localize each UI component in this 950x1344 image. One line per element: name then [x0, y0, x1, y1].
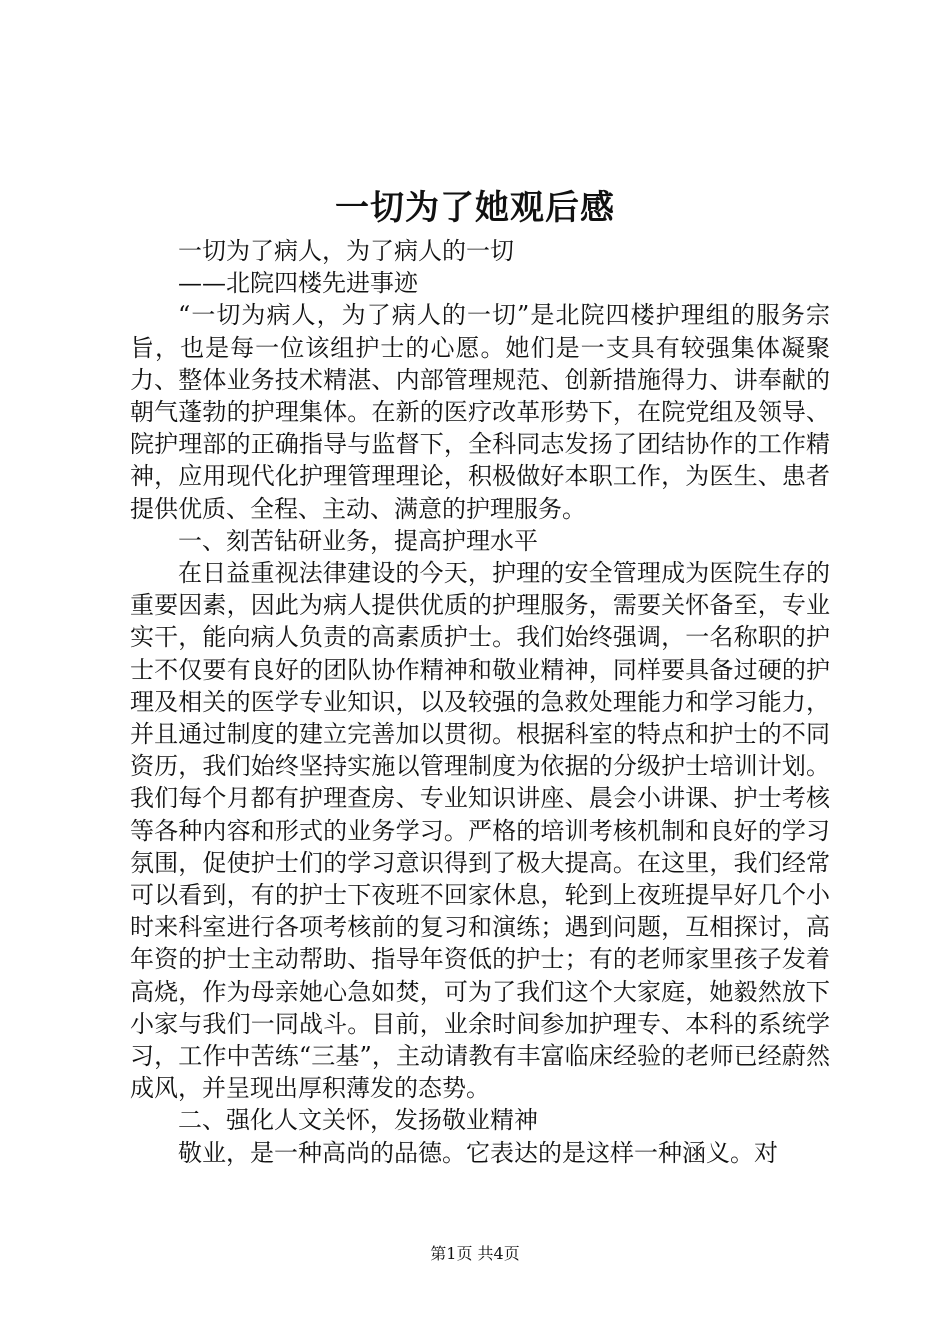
- document-body: [130, 235, 830, 1169]
- section-heading-1: 一、刻苦钻研业务，提高护理水平: [178, 526, 538, 555]
- page-footer: 第1页 共4页: [430, 1244, 520, 1263]
- subtitle-line-1: 一切为了病人，为了病人的一切: [178, 237, 514, 265]
- document-title: 一切为了她观后感: [335, 188, 615, 228]
- subtitle-line-2: ——北院四楼先进事迹: [178, 269, 418, 298]
- paragraph-section-2: 敬业，是一种高尚的品德。它表达的是这样一种涵义。对: [178, 1138, 778, 1167]
- paragraph-section-1: 在日益重视法律建设的今天，护理的安全管理成为医院生存的重要因素，因此为病人提供优质的护理服务，需要关怀备至，专业实干，能向病人负责的高素质护士。我们始终强调，一名称职的护士不仅要有良好的团队协作精神和敬业精神，同样要具备过硬的护理及相关的医学专业知识，以及较强的急救处理能力和学习能力，并且通过制度的建立完善加以贯彻。根据科室的特点和护士的不同资历，我们始终坚持实施以管理制度为依据的分级护士培训计划。我们每个月都有护理查房、专业知识讲座、晨会小讲课、护士考核等各种内容和形式的业务学习。严格的培训考核机制和良好的学习氛围，促使护士们的学习意识得到了极大提高。在这里，我们经常可以看到，有的护士下夜班不回家休息，轮到上夜班提早好几个小时来科室进行各项考核前的复习和演练；遇到问题，互相探讨，高年资的护士主动帮助、指导年资低的护士；有的老师家里孩子发着高烧，作为母亲她心急如焚，可为了我们这个大家庭，她毅然放下小家与我们一同战斗。目前，业余时间参加护理专、本科的系统学习，工作中苦练“三基”，主动请教有丰富临床经验的老师已经蔚然成风，并呈现出厚积薄发的态势。: [130, 559, 830, 1103]
- section-heading-2: 二、强化人文关怀，发扬敬业精神: [178, 1106, 538, 1135]
- paragraph-intro: “一切为病人，为了病人的一切”是北院四楼护理组的服务宗旨，也是每一位该组护士的心愿。她们是一支具有较强集体凝聚力、整体业务技术精湛、内部管理规范、创新措施得力、讲奉献的朝气蓬勃的护理集体。在新的医疗改革形势下，在院党组及领导、院护理部的正确指导与监督下，全科同志发扬了团结协作的工作精神，应用现代化护理管理理论，积极做好本职工作，为医生、患者提供优质、全程、主动、满意的护理服务。: [130, 301, 830, 523]
